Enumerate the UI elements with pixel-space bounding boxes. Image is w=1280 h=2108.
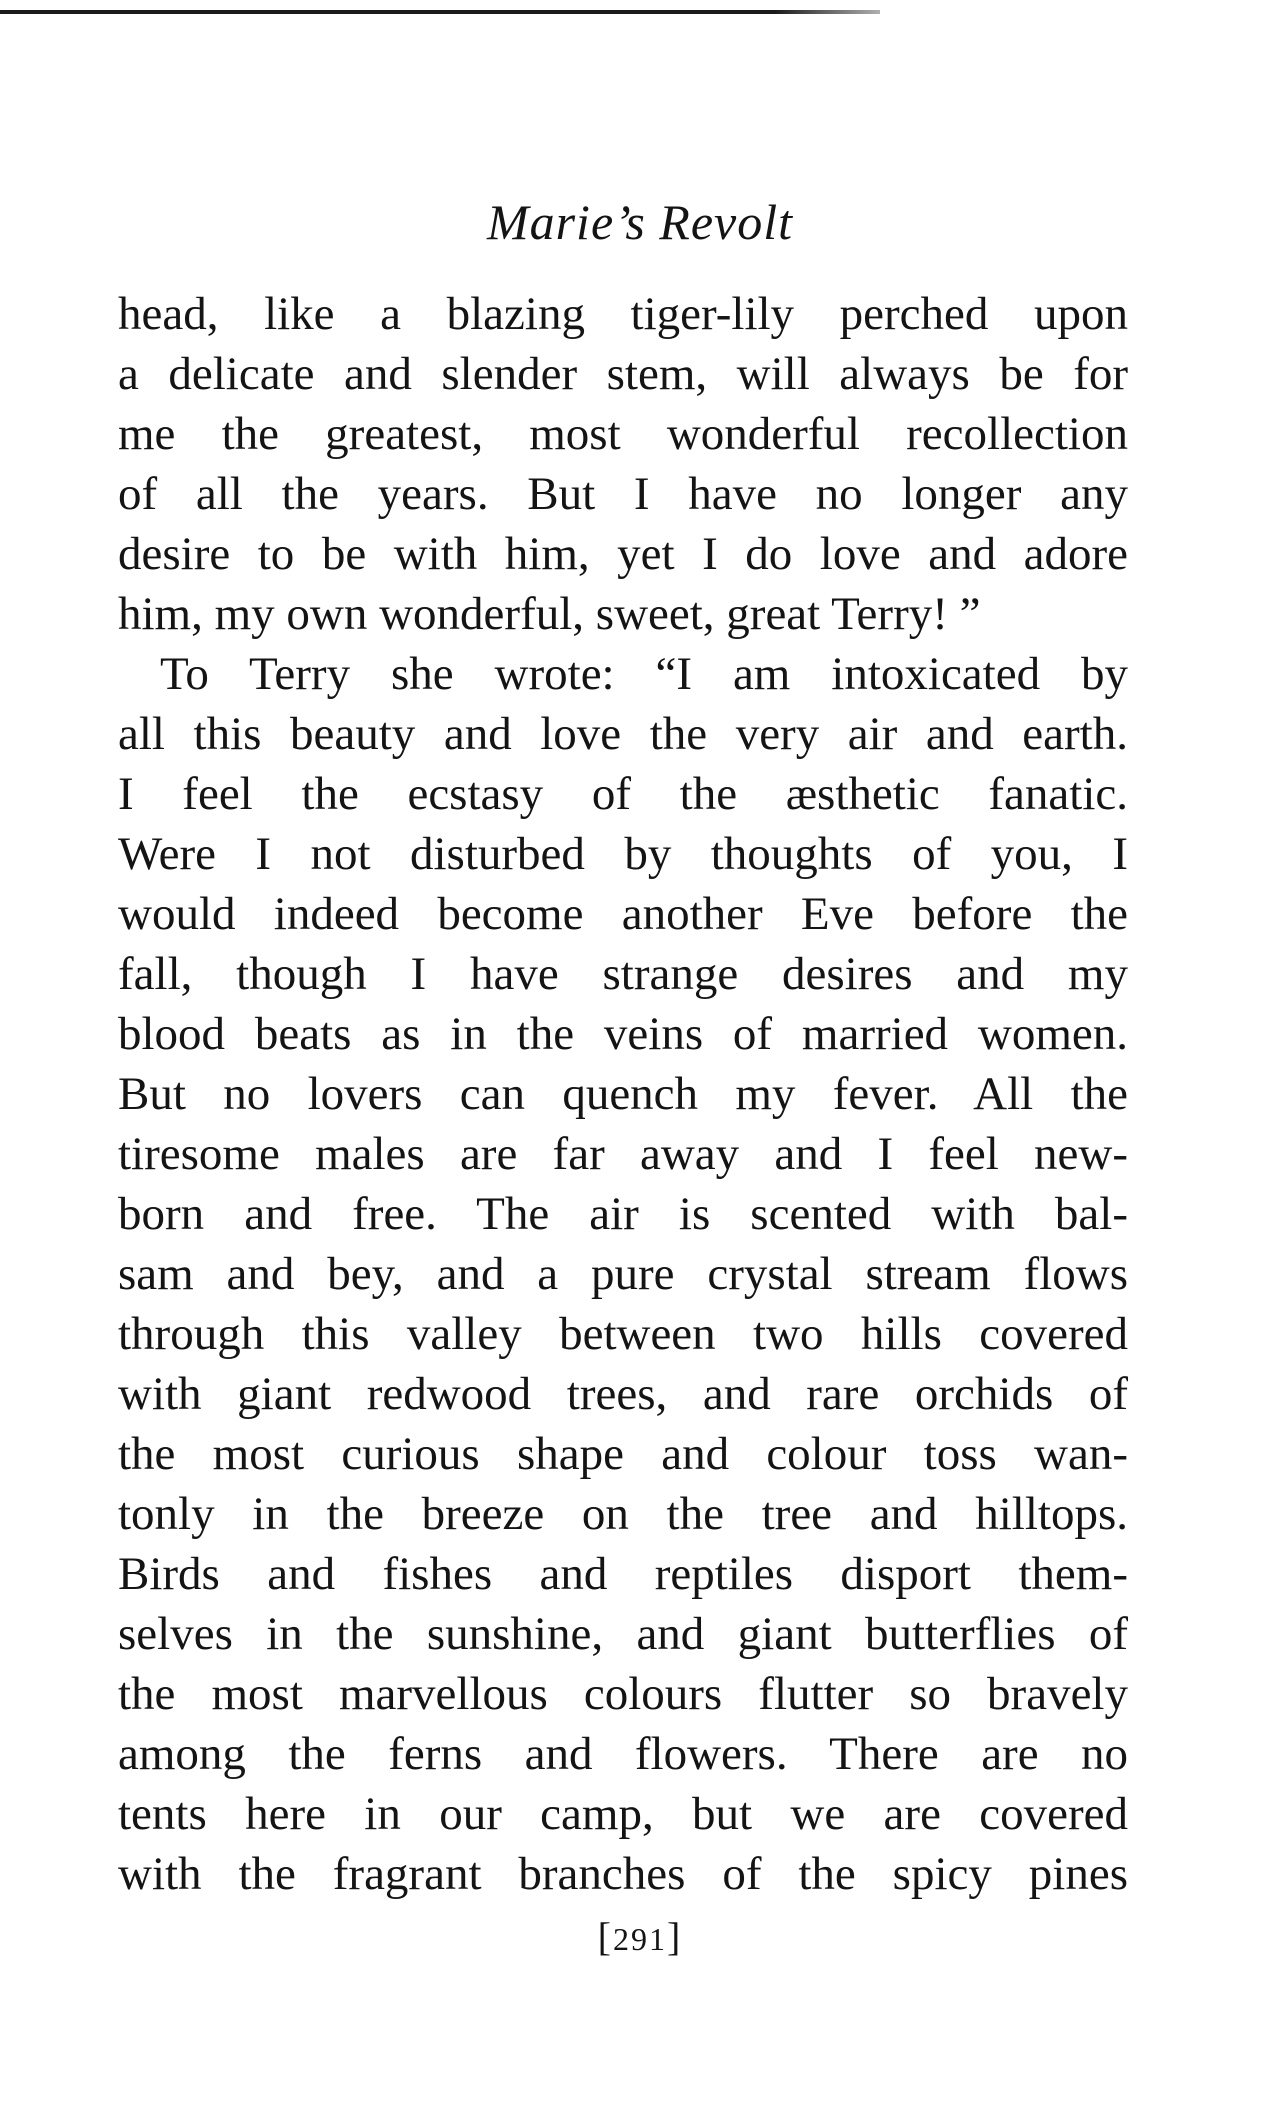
page-number-bracket-close: ] [667, 1914, 683, 1959]
page-number [0, 1912, 1280, 1964]
text-line: tents here in our camp, but we are covered [118, 1788, 1128, 1840]
text-line: of all the years. But I have no longer any [118, 468, 1128, 520]
text-line: head, like a blazing tiger-lily perched upon [118, 288, 1128, 340]
text-line: Birds and fishes and reptiles disport them- [118, 1548, 1128, 1600]
text-line: the most marvellous colours flutter so bravely [118, 1668, 1128, 1720]
text-line: him, my own wonderful, sweet, great Terry! ” [118, 588, 981, 640]
text-line: Were I not disturbed by thoughts of you, I [118, 828, 1128, 880]
text-line: me the greatest, most wonderful recollection [118, 408, 1128, 460]
text-line: fall, though I have strange desires and my [118, 948, 1128, 1000]
text-line: a delicate and slender stem, will always be for [118, 348, 1128, 400]
text-line: blood beats as in the veins of married women. [118, 1008, 1128, 1060]
text-line: I feel the ecstasy of the æsthetic fanatic. [118, 768, 1128, 820]
text-line: But no lovers can quench my fever. All the [118, 1068, 1128, 1120]
text-line: with giant redwood trees, and rare orchids of [118, 1368, 1128, 1420]
text-line: all this beauty and love the very air and earth. [118, 708, 1128, 760]
text-line: among the ferns and flowers. There are no [118, 1728, 1128, 1780]
page-number-value: 291 [613, 1921, 667, 1957]
page-number-bracket-open: [ [597, 1914, 613, 1959]
text-line: tiresome males are far away and I feel new- [118, 1128, 1128, 1180]
text-line: To Terry she wrote: “I am intoxicated by [160, 648, 1128, 700]
text-line: selves in the sunshine, and giant butterflies of [118, 1608, 1128, 1660]
text-line: born and free. The air is scented with bal- [118, 1188, 1128, 1240]
text-line: through this valley between two hills covered [118, 1308, 1128, 1360]
text-line: sam and bey, and a pure crystal stream flows [118, 1248, 1128, 1300]
text-line: the most curious shape and colour toss wan- [118, 1428, 1128, 1480]
body-text [118, 284, 1128, 1904]
top-rule [0, 10, 880, 14]
text-line: with the fragrant branches of the spicy pines [118, 1848, 1128, 1900]
running-title: Marie’s Revolt [486, 194, 794, 250]
text-line: tonly in the breeze on the tree and hilltops. [118, 1488, 1128, 1540]
text-line: would indeed become another Eve before the [118, 888, 1128, 940]
text-line: desire to be with him, yet I do love and adore [118, 528, 1128, 580]
